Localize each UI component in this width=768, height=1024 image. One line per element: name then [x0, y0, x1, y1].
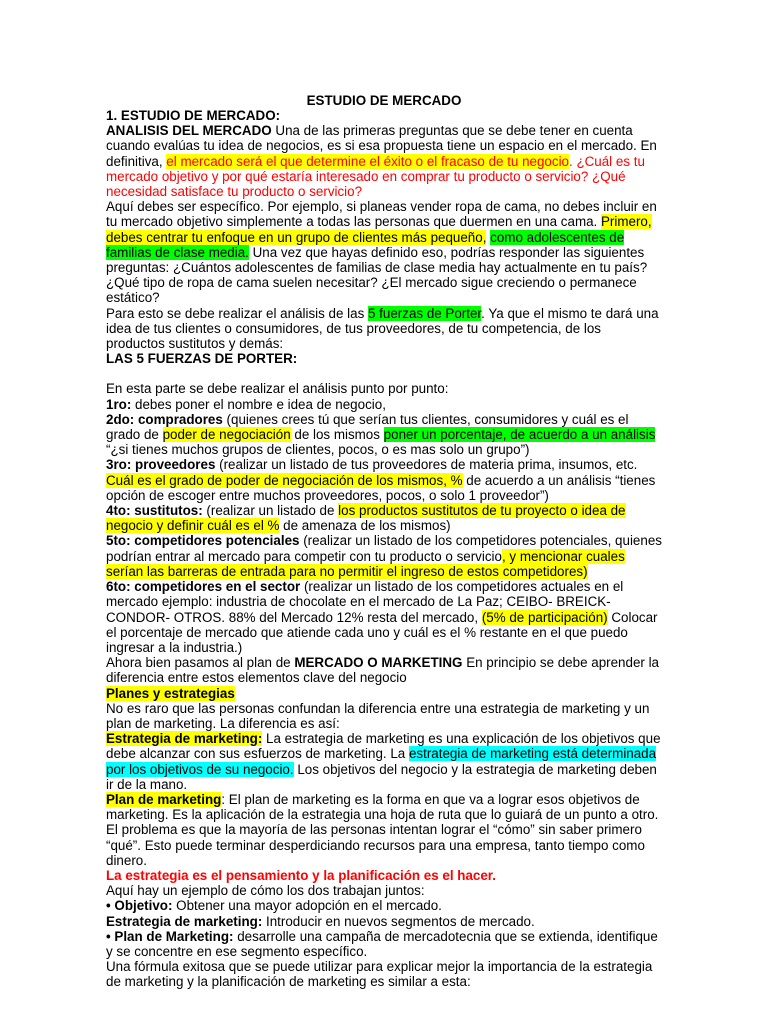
highlight-green: como adolescentes de familias de clase media. — [106, 229, 625, 260]
bold-text: MERCADO O MARKETING — [294, 655, 463, 671]
text: de acuerdo a un análisis “tienes opción de escoger entre muchos proveedores, pocos, o solo 1 proveedor”) — [106, 472, 656, 503]
text: “¿si tienes muchos grupos de clientes, pocos, o es mas solo un grupo”) — [106, 442, 530, 458]
text: : El plan de marketing es la forma en que va a lograr esos objetivos de marketing. Es la aplicación de la estrategia una hoja de ruta que lo guiará de un punto a otro. El problema es que la mayoría de las personas intentan lograr el “cómo” sin saber primero “qué”. Esto puede terminar desperdiciando recursos para una empresa, tanto tiempo como dinero. — [106, 791, 659, 868]
bullet-plan — [106, 929, 662, 959]
text: Colocar el porcentaje de mercado que atiende cada uno y cuál es el % restante en el que puedo ingresar a la industria.) — [106, 609, 658, 655]
bold-lead: ANALISIS DEL MERCADO — [106, 123, 272, 139]
bold-lead: • Objetivo: — [106, 898, 173, 914]
highlight-green: poner un porcentaje, de acuerdo a un análisis — [383, 427, 656, 443]
text: de los mismos — [290, 427, 384, 443]
planes-heading — [106, 686, 662, 701]
paragraph-especifico — [106, 199, 662, 305]
paragraph-porter-intro — [106, 306, 662, 352]
text: (quienes crees tú que serían tus clientes, consumidores y cuál es el grado de — [106, 411, 629, 443]
section-heading: 1. ESTUDIO DE MERCADO: — [106, 108, 281, 123]
text: . Ya que el mismo te dará una idea de tus clientes o consumidores, de tus proveedores, de tu competencia, de los productos sustitutos y demás: — [106, 305, 659, 352]
text: (realizar un listado de los competidores potenciales, quienes podrían entrar al mercado para competir con tu producto o servicio — [106, 533, 662, 564]
text: (realizar un listado de los competidores actuales en el mercado ejemplo: industria de chocolate en el mercado de La Paz; CEIBO- BREICK- CONDOR- OTROS. 88% del Mercado 12% resta del mercado, — [106, 579, 624, 625]
bold-lead: 5to: competidores potenciales — [106, 533, 300, 549]
line-estrategia — [106, 914, 662, 929]
bold-lead: 6to: competidores en el sector — [106, 579, 301, 595]
text: Obtener una mayor adopción en el mercado. — [172, 898, 442, 914]
red-quote: La estrategia es el pensamiento y la planificación es el hacer. — [106, 867, 496, 883]
text: (realizar un listado de tus proveedores de materia prima, insumos, etc. — [215, 457, 638, 473]
list-item-1 — [106, 397, 662, 412]
list-item-5 — [106, 533, 662, 579]
paragraph-intro: En esta parte se debe realizar el análisis punto por punto: — [106, 381, 449, 397]
paragraph-estrategia — [106, 731, 662, 792]
highlight-cyan: estrategia de marketing está determinada por los objetivos de su negocio. — [106, 746, 657, 777]
highlight-yellow: Plan de marketing — [106, 791, 222, 807]
text: Una de las primeras preguntas que se debe tener en cuenta cuando evalúas tu idea de negocios, es si esa propuesta tiene un espacio en el mercado. En definitiva, — [106, 123, 657, 169]
paragraph-diferencia: No es raro que las personas confundan la diferencia entre una estrategia de marketing y un plan de marketing. La diferencia es así: — [106, 700, 650, 731]
highlight-yellow: el mercado será el que determine el éxito o el fracaso de tu negocio — [166, 153, 569, 169]
bold-lead: 2do: compradores — [106, 411, 223, 427]
paragraph-ejemplo: Aquí hay un ejemplo de cómo los dos trabajan juntos: — [106, 883, 425, 899]
text: Ahora bien pasamos al plan de — [106, 655, 295, 671]
highlight-yellow: (5% de participación) — [481, 609, 608, 625]
document-title: ESTUDIO DE MERCADO — [306, 93, 462, 108]
bold-lead: 1ro: — [106, 396, 132, 412]
text: Para esto se debe realizar el análisis de las — [106, 305, 369, 321]
text: de amenaza de los mismos) — [279, 518, 451, 534]
highlight-yellow: , y mencionar cuales serían las barreras de entrada para no permitir el ingreso de estos competidores) — [106, 548, 625, 579]
text: (realizar un listado de — [202, 503, 339, 519]
list-item-4 — [106, 503, 662, 533]
highlight-yellow: Cuál es el grado de poder de negociación de los mismos, % — [106, 472, 463, 488]
text: Aquí debes ser específico. Por ejemplo, si planeas vender ropa de cama, no debes incluir en tu mercado objetivo simplemente a todas las personas que duermen en una cama. — [106, 199, 657, 230]
text: En principio se debe aprender la diferencia entre estos elementos clave del negocio — [106, 655, 659, 686]
list-item-2 — [106, 412, 662, 458]
bold-lead: Estrategia de marketing: — [106, 913, 263, 929]
spacer — [106, 366, 662, 381]
bold-lead: • Plan de Marketing: — [106, 928, 234, 944]
highlight-yellow: poder de negociación — [162, 427, 291, 443]
porter-heading: LAS 5 FUERZAS DE PORTER: — [106, 351, 298, 367]
highlight-green: 5 fuerzas de Porter — [368, 305, 482, 321]
bold-lead: 3ro: proveedores — [106, 457, 216, 473]
list-item-6 — [106, 579, 662, 655]
bullet-objetivo — [106, 898, 662, 913]
highlight-yellow: los productos sustitutos de tu proyecto o idea de negocio y definir cuál es el % — [106, 503, 626, 534]
text: Una vez que hayas definido eso, podrías responder las siguientes preguntas: ¿Cuántos adolescentes de familias de clase media hay actualmente en tu país? ¿Qué tipo de ropa de cama suelen necesitar? ¿El mercado sigue creciendo o permanece estático? — [106, 244, 648, 306]
highlight-yellow: Primero, debes centrar tu enfoque en un grupo de clientes más pequeño, — [106, 214, 652, 245]
text: debes poner el nombre e idea de negocio, — [131, 396, 386, 412]
document-body — [106, 108, 662, 990]
paragraph-formula: Una fórmula exitosa que se puede utilizar para explicar mejor la importancia de la estrategia de marketing y la planificación de marketing es similar a esta: — [106, 959, 653, 990]
bold-lead: 4to: sustitutos: — [106, 503, 203, 519]
highlight-yellow: Planes y estrategias — [106, 685, 235, 701]
highlight-yellow: Estrategia de marketing: — [106, 731, 263, 747]
list-item-3 — [106, 457, 662, 503]
text: desarrolle una campaña de mercadotecnia que se extienda, identifique y se concentre en ese segmento específico. — [106, 928, 658, 959]
paragraph-marketing-intro — [106, 655, 662, 685]
text: Los objetivos del negocio y la estrategia de marketing deben ir de la mano. — [106, 761, 657, 792]
paragraph-plan — [106, 792, 662, 868]
text: Introducir en nuevos segmentos de mercado. — [262, 913, 535, 929]
red-text: . ¿Cuál es tu mercado objetivo y por qué estaría interesado en comprar tu producto o servicio? ¿Qué necesidad satisface tu producto o servicio? — [106, 153, 645, 200]
paragraph-analisis — [106, 123, 662, 199]
text: La estrategia de marketing es una explicación de los objetivos que debe alcanzar con sus esfuerzos de marketing. La — [106, 731, 661, 762]
